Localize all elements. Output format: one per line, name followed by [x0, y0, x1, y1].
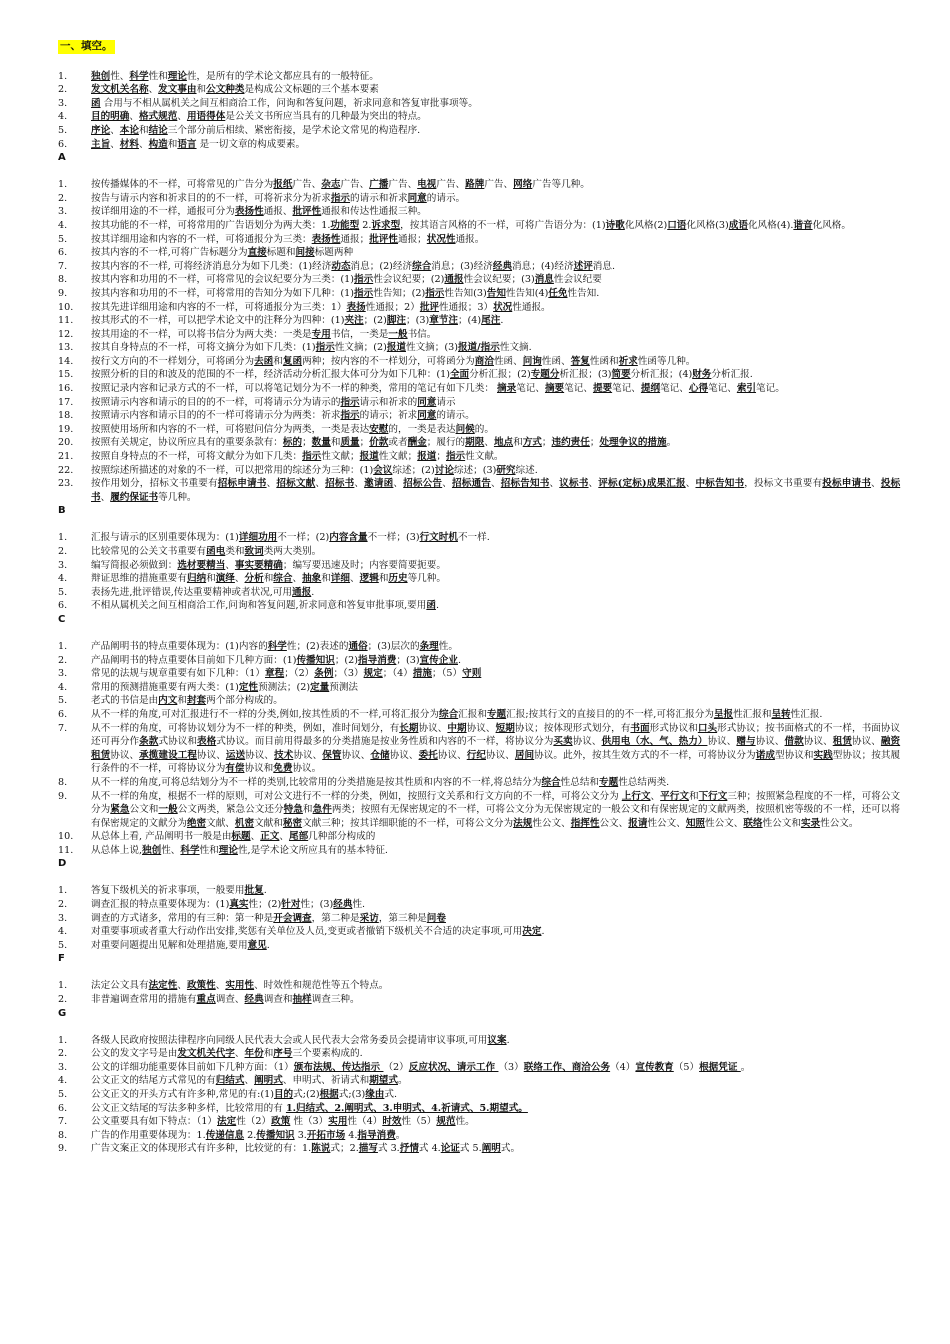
list-item [58, 219, 900, 233]
list-item [58, 559, 900, 573]
item-text: 序论、本论和结论三个部分前后相续、紧密衔接，是学术论文常见的构造程序. [91, 124, 421, 136]
item-text: 按告与请示内容和祈求目的的不一样，可将祈求分为祈求指示的请示和祈求同意的请示。 [91, 192, 466, 204]
item-text: 从不一样的角度,可对汇报进行不一样的分类,例如,按其性质的不一样,可将汇报分为综合汇报和专题汇报;按其行文的直接目的的不一样,可将汇报分为呈报性汇报和呈转性汇报. [91, 708, 823, 720]
item-text: 常见的法规与规章重要有如下几种：（1）章程；（2）条例；（3）规定；（4）措施；（5）守则 [91, 668, 482, 680]
list-item [58, 355, 900, 369]
item-text: 从不一样的角度，根据不一样的原则，可对公文进行不一样的分类，例如，按照行文关系和行文方向的不一样，可将公文分为 上行文、平行文和下行文三种；按照紧急程度的不一样，可将公文分为紧急公文和一般公文两类，紧急公文还分特急和急件两类；按照有无保密规定的不一样，可将公文分为无保密规定的一般公文和有保密规定的文献两类，按照机密等级的不一样，还可以将有保密规定的文献分为绝密文献、机密文献和秘密文献三种；按其详细职能的不一样，可将公文分为法规性公文、指挥性公文、报请性公文、知照性公文、联络性公文和实录性公文。 [91, 790, 901, 829]
item-number: 22. [58, 464, 74, 476]
item-text: 公文正文的结尾方式常见的有归结式、阐明式、申明式、祈请式和期望式。 [91, 1075, 408, 1087]
item-text: 按其用途的不一样，可以将书信分为两大类：一类是专用书信，一类是一般书信。 [91, 328, 437, 340]
item-number: 9. [58, 790, 68, 802]
list-item [58, 1102, 900, 1116]
item-text: 常用的预测措施重要有两大类：(1)定性预测法；(2)定量预测法 [91, 681, 359, 693]
list-item [58, 939, 900, 953]
list-item [58, 301, 900, 315]
question-sections [58, 70, 900, 1156]
list-item [58, 409, 900, 423]
item-number: 8. [58, 776, 68, 788]
item-number: 18. [58, 410, 74, 422]
item-number: 4. [58, 111, 68, 123]
item-number: 5. [58, 124, 68, 136]
item-number: 2. [58, 899, 68, 911]
item-number: 3. [58, 559, 68, 571]
list-item [58, 830, 900, 844]
item-text: 公文的发文字号是由发文机关代字、年份和序号三个要素构成的. [91, 1048, 363, 1060]
item-number: 20. [58, 437, 74, 449]
section [58, 884, 900, 952]
list-item [58, 640, 900, 654]
item-number: 1. [58, 179, 68, 191]
list-item [58, 314, 900, 328]
section [58, 979, 900, 1006]
item-text: 比较常见的公关文书重要有函电类和致词类两大类别。 [91, 546, 322, 557]
item-text: 按传播媒体的不一样，可将常见的广告分为报纸广告、杂志广告、广播广告、电视广告、路牌广告、网络广告等几种。 [91, 179, 590, 191]
item-number: 21. [58, 451, 74, 463]
item-number: 3. [58, 206, 68, 218]
list-item [58, 205, 900, 219]
item-number: 4. [58, 681, 68, 693]
item-number: 2. [58, 192, 68, 204]
item-text: 按详细用途的不一样，通报可分为表扬性通报、批评性通报和传达性通报三种。 [91, 206, 427, 218]
list-item [58, 1034, 900, 1048]
item-number: 8. [58, 274, 68, 286]
list-item [58, 898, 900, 912]
list-item [58, 599, 900, 613]
item-number: 7. [58, 260, 68, 272]
item-number: 1. [58, 885, 68, 897]
item-number: 1. [58, 532, 68, 544]
list-item [58, 884, 900, 898]
item-text: 对重要事项或者重大行动作出安排,奖惩有关单位及人员,变更或者撤销下级机关不合适的决定事项,可用决定. [91, 926, 545, 938]
item-text: 按照请示内容和请示目的的不一样可将请示分为两类：祈求指示的请示；祈求同意的请示。 [91, 410, 475, 422]
list-item [58, 993, 900, 1007]
item-number: 1. [58, 980, 68, 992]
item-text: 从总体上说,独创性、科学性和理论性,是学术论文所应具有的基本特征. [91, 844, 388, 856]
item-text: 调查汇报的特点重要体现为：(1)真实性；(2)针对性；(3)经典性. [91, 899, 366, 911]
list-item [58, 110, 900, 124]
list-item [58, 396, 900, 410]
item-number: 4. [58, 219, 68, 231]
item-text: 目的明确、格式规范、用语得体是公关文书所应当具有的几种最为突出的特点。 [91, 111, 427, 123]
item-text: 汇报与请示的区别重要体现为：(1)详细功用不一样；(2)内容含量不一样；(3)行文时机不一样. [91, 532, 490, 544]
item-number: 6. [58, 247, 68, 259]
item-number: 10. [58, 301, 74, 313]
list-item [58, 178, 900, 192]
list-item [58, 368, 900, 382]
item-number: 7. [58, 1116, 68, 1128]
item-text: 产品阐明书的特点重要体目前如下几种方面：(1)传播知识；(2)指导消费；(3)宣传企业. [91, 654, 462, 666]
item-text: 从不一样的角度,可将总结划分为不一样的类别,比较常用的分类措施是按其性质和内容的不一样,将总结分为综合性总结和专题性总结两类. [91, 776, 670, 788]
item-number: 3. [58, 1061, 68, 1073]
list-item [58, 531, 900, 545]
item-text: 函 合用与不相从属机关之间互相商洽工作，问询和答复问题，祈求同意和答复审批事项等。 [91, 97, 478, 109]
item-text: 发文机关名称、发文事由和公文种类是构成公文标题的三个基本要素 [91, 84, 379, 96]
item-number: 6. [58, 1102, 68, 1114]
item-text: 按其先进详细用途和内容的不一样，可将通报分为三类：1）表扬性通报；2）批评性通报；3）状况性通报。 [91, 301, 551, 313]
list-item [58, 246, 900, 260]
item-text: 法定公文具有法定性、政策性、实用性、时效性和规范性等五个特点。 [91, 980, 389, 992]
item-text: 按照请示内容和请示的目的的不一样，可将请示分为请示的指示请示和祈求的同意请示 [91, 396, 456, 408]
item-number: 23. [58, 478, 74, 490]
item-number: 19. [58, 423, 74, 435]
section-letter: B [58, 505, 66, 517]
item-text: 公文正文的开头方式有许多种,常见的有:(1)目的式;(2)根据式;(3)缘由式. [91, 1089, 398, 1100]
list-item [58, 97, 900, 111]
item-number: 15. [58, 369, 74, 381]
item-number: 13. [58, 342, 74, 354]
item-text: 从总体上看, 产品阐明书一般是由标题、正文、尾部几种部分构成的 [91, 831, 376, 843]
item-number: 2. [58, 84, 68, 96]
list-item [58, 1088, 900, 1102]
section-letter: A [58, 152, 66, 164]
item-number: 5. [58, 586, 68, 598]
section-letter: D [58, 858, 67, 870]
item-text: 按照记录内容和记录方式的不一样，可以将笔记划分为不一样的种类，常用的笔记有如下几类： 摘录笔记、摘要笔记、提要笔记、提纲笔记、心得笔记、索引笔记。 [91, 383, 785, 395]
list-item [58, 1074, 900, 1088]
list-item [58, 287, 900, 301]
item-text: 不相从属机关之间互相商洽工作,问询和答复问题,祈求同意和答复审批事项,要用函. [91, 600, 439, 612]
item-number: 5. [58, 233, 68, 245]
list-item [58, 192, 900, 206]
list-item [58, 382, 900, 396]
item-text: 从不一样的角度，可将协议划分为不一样的种类，例如，准时间划分，有长期协议、中期协议、短期协议；按体现形式划分，有书面形式协议和口头形式协议；按书面格式的不一样，书面协议还可再分作条款式协议和表格式协议。而目前用得最多的分类措施是按业务性质和内容的不一样，将协议分为买卖协议、供用电（水、气、热力）协议、赠与协议、借款协议、租赁协议、融资租赁协议、承揽建设工程协议、运送协议、技术协议、保管协议、仓储协议、委托协议、行纪协议、居间协议。此外，按其生效方式的不一样，可将协议分为诺成型协议和实践型协议；按其履行条件的不一样，可将协议分为有偿协议和免费协议。 [91, 722, 901, 775]
item-number: 4. [58, 926, 68, 938]
list-item [58, 341, 900, 355]
list-item [58, 925, 900, 939]
item-text: 独创性、科学性和理论性，是所有的学术论文都应具有的一般特征。 [91, 70, 379, 82]
list-item [58, 1142, 900, 1156]
item-number: 3. [58, 97, 68, 109]
section [58, 531, 900, 613]
item-text: 主旨、材料、构造和语言 是一切文章的构成要素。 [91, 138, 306, 150]
list-item [58, 464, 900, 478]
item-text: 广告的作用重要体现为：1.传递信息 2.传播知识 3.开拓市场 4.指导消费。 [91, 1129, 406, 1141]
list-item [58, 450, 900, 464]
item-text: 表扬先进,批评错误,传达重要精神或者状况,可用通报. [91, 586, 315, 598]
list-item [58, 1047, 900, 1061]
item-text: 辩证思维的措施重要有归纳和演绎、分析和综合、抽象和详细、逻辑和历史等几种。 [91, 573, 446, 585]
item-text: 按其内容和功用的不一样，可将常用的告知分为如下几种：(1)指示性告知；(2)指示性告知(3)告知性告知(4)任免性告知. [91, 287, 600, 299]
item-text: 按照使用场所和内容的不一样，可将慰问信分为两类，一类是表达安慰的，一类是表达问候的。 [91, 423, 494, 435]
item-text: 调查的方式诸多，常用的有三种：第一种是开会调查，第二种是采访，第三种是问卷 [91, 912, 446, 924]
item-text: 非普遍调查常用的措施有重点调查、经典调查和抽样调查三种。 [91, 994, 360, 1006]
item-number: 2. [58, 546, 68, 557]
item-text: 对重要问题提出见解和处理措施,要用意见. [91, 939, 270, 951]
item-text: 按其内容的不一样, 可将经济消息分为如下几类：(1)经济动态消息；(2)经济综合消息；(3)经济经典消息；(4)经济述评消息. [91, 260, 616, 272]
item-text: 按其详细用途和内容的不一样，可将通报分为三类：表扬性通报；批评性通报；状况性通报。 [91, 233, 485, 245]
section [58, 178, 900, 504]
item-number: 9. [58, 1143, 68, 1155]
item-text: 答复下级机关的祈求事项，一般要用批复. [91, 885, 267, 897]
list-item [58, 844, 900, 858]
list-item [58, 654, 900, 668]
item-text: 按其内容和功用的不一样，可将常见的会议纪要分为三类：(1)指示性会议纪要；(2)通报性会议纪要；(3)消息性会议纪要 [91, 274, 602, 286]
item-number: 14. [58, 355, 74, 367]
list-item [58, 912, 900, 926]
list-item [58, 776, 900, 790]
item-text: 按作用划分，招标文书重要有招标申请书、招标文献、招标书、邀请函、招标公告、招标通告、招标告知书、议标书、评标(定标)成果汇报、中标告知书，投标文书重要有投标申请书、投标书、履约保证书等几种。 [91, 478, 901, 503]
item-text: 公文的详细功能重要体目前如下几种方面：（1）颁布法规、传达指示 （2）反应状况、请示工作 （3）联络工作、商洽公务（4）宣传教育（5）根据凭证 。 [91, 1061, 751, 1073]
item-number: 6. [58, 708, 68, 720]
item-text: 按照分析的目的和波及的范围的不一样，经济活动分析汇报大体可分为如下几种：(1)全面分析汇报；(2)专题分析汇报；(3)简要分析汇报；(4)财务分析汇报. [91, 369, 753, 381]
item-number: 12. [58, 328, 74, 340]
list-item [58, 708, 900, 722]
item-text: 老式的书信是由内文和封套两个部分构成的。 [91, 695, 283, 707]
item-number: 4. [58, 1075, 68, 1087]
list-item [58, 694, 900, 708]
item-number: 1. [58, 70, 68, 82]
item-number: 2. [58, 654, 68, 666]
item-number: 2. [58, 994, 68, 1006]
list-item [58, 1129, 900, 1143]
list-item [58, 124, 900, 138]
item-number: 6. [58, 138, 68, 150]
list-item [58, 70, 900, 84]
section [58, 1034, 900, 1156]
section-letter: F [58, 953, 65, 965]
item-text: 广告文案正文的体现形式有许多种，比较觉的有：1.陈说式；2.描写式 3.抒情式 4.论证式 5.阐明式。 [91, 1143, 521, 1155]
item-number: 7. [58, 722, 68, 734]
list-item [58, 586, 900, 600]
list-item [58, 1115, 900, 1129]
item-number: 4. [58, 573, 68, 585]
item-text: 按照综述所描述的对象的不一样，可以把常用的综述分为三种：(1)会议综述；(2)讨论综述；(3)研究综述. [91, 464, 538, 476]
item-number: 8. [58, 1129, 68, 1141]
list-item [58, 790, 900, 831]
item-number: 9. [58, 287, 68, 299]
list-item [58, 979, 900, 993]
item-number: 2. [58, 1048, 68, 1060]
item-number: 1. [58, 1034, 68, 1046]
item-number: 5. [58, 939, 68, 951]
section [58, 70, 900, 152]
item-text: 按照自身特点的不一样，可将文献分为如下几类：指示性文献；报道性文献；报道；指示性文献。 [91, 451, 504, 463]
item-number: 10. [58, 831, 74, 843]
item-number: 5. [58, 1089, 68, 1100]
list-item [58, 1061, 900, 1075]
item-text: 公文重要具有如下特点：（1）法定性（2）政策 性（3）实用性（4）时效性（5）规范性。 [91, 1116, 475, 1128]
section-letter: C [58, 613, 66, 625]
item-text: 按其自身特点的不一样，可将文摘分为如下几类：(1)指示性文摘；(2)报道性文摘；(3)报道/指示性文摘. [91, 342, 532, 354]
list-item [58, 681, 900, 695]
section-letter: G [58, 1007, 67, 1019]
item-number: 3. [58, 668, 68, 680]
list-item [58, 260, 900, 274]
item-number: 11. [58, 315, 74, 327]
list-item [58, 138, 900, 152]
item-number: 17. [58, 396, 74, 408]
item-text: 编写简报必须做到：选材要精当、事实要精确；编写要迅速及时；内容要简要扼要。 [91, 559, 446, 571]
item-number: 16. [58, 383, 74, 395]
item-number: 5. [58, 695, 68, 707]
list-item [58, 667, 900, 681]
page-title: 一、填空。 [60, 40, 113, 52]
list-item [58, 423, 900, 437]
item-number: 1. [58, 640, 68, 652]
item-text: 按照有关规定，协议所应具有的重要条款有：标的；数量和质量；价款或者酬金；履行的期限、地点和方式；违约责任；处理争议的措施。 [91, 437, 677, 449]
item-text: 公文正文结尾的写法多种多样，比较常用的有 1.归结式、2.阐明式、3.申明式、4.祈请式、5.期望式。 [91, 1102, 528, 1114]
list-item [58, 477, 900, 504]
item-text: 按其功能的不一样，可将常用的广告语划分为两大类：1.功能型 2.诉求型，按其语言风格的不一样，可将广告语分为：(1)诗歌化风格(2)口语化风格(3)成语化风格(4).谐音化风格。 [91, 219, 851, 231]
list-item [58, 722, 900, 776]
list-item [58, 83, 900, 97]
list-item [58, 273, 900, 287]
item-number: 11. [58, 844, 74, 856]
item-text: 产品阐明书的特点重要体现为：(1)内容的科学性；(2)表述的通俗；(3)层次的条理性。 [91, 640, 458, 652]
item-text: 各级人民政府按照法律程序向同级人民代表大会或人民代表大会常务委员会提请审议事项,可用议案. [91, 1034, 510, 1046]
item-text: 按其内容的不一样,可将广告标题分为直接标题和间接标题两种 [91, 247, 354, 259]
item-text: 按行文方向的不一样划分，可将函分为去函和复函两种；按内容的不一样划分，可将函分为商洽性函、问询性函、答复性函和祈求性函等几种。 [91, 355, 696, 367]
list-item [58, 436, 900, 450]
item-number: 3. [58, 912, 68, 924]
item-number: 6. [58, 600, 68, 612]
section [58, 640, 900, 858]
list-item [58, 545, 900, 559]
item-text: 按其形式的不一样，可以把学术论文中的注释分为四种：(1)夹注；(2)脚注；(3)章节注；(4)尾注. [91, 315, 504, 327]
list-item [58, 328, 900, 342]
list-item [58, 233, 900, 247]
list-item [58, 572, 900, 586]
